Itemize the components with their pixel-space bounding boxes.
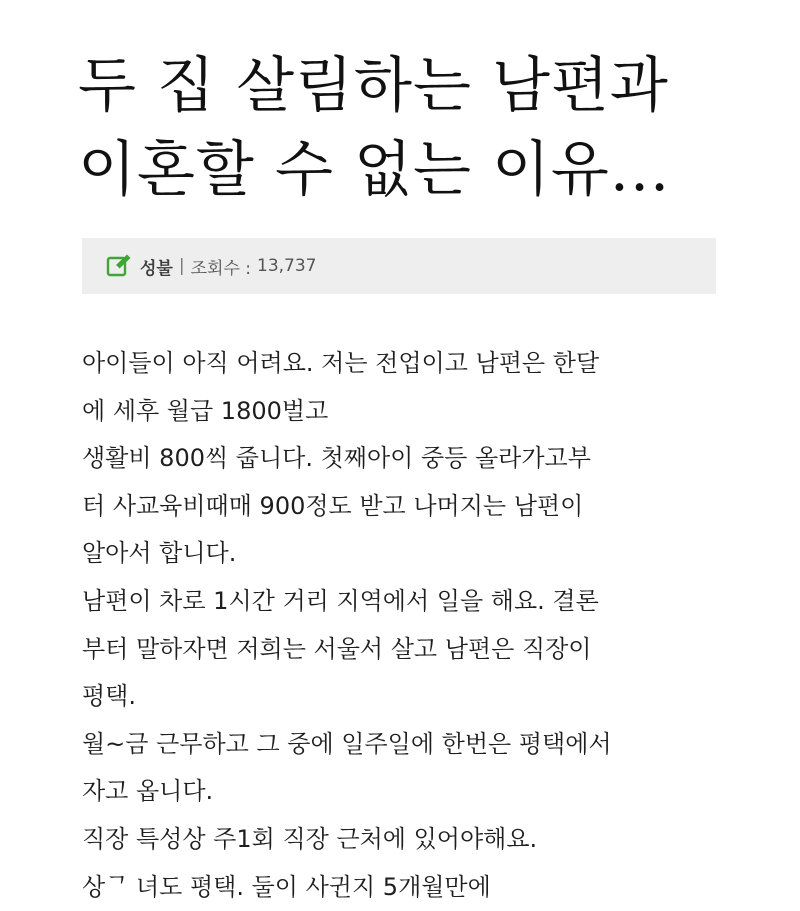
post-body-line: 터 사교육비때매 900정도 받고 나머지는 남편이 bbox=[82, 491, 584, 520]
post-author[interactable]: 성불 bbox=[140, 258, 173, 279]
post-title-line: 이혼할 수 없는 이유... bbox=[78, 135, 671, 205]
post-body-line: 아이들이 아직 어려요. 저는 전업이고 남편은 한달 bbox=[82, 349, 600, 377]
post-title bbox=[78, 44, 778, 212]
post-body-line: 평택. bbox=[82, 682, 136, 711]
post-body-line: 남편이 차로 1시간 거리 지역에서 일을 해요. 결론 bbox=[82, 586, 599, 615]
post-title-line: 두 집 살림하는 남편과 bbox=[78, 51, 669, 121]
edit-icon bbox=[106, 253, 132, 279]
post-body-line: 상ᄀ 녀도 평택. 둘이 사귄지 5개월만에 bbox=[82, 872, 491, 901]
post-body-line: 자고 옵니다. bbox=[82, 777, 214, 806]
post-meta-bar bbox=[82, 238, 716, 294]
post-body-line: 부터 말하자면 저희는 서울서 살고 남편은 직장이 bbox=[82, 634, 592, 663]
post-body-line: 직장 특성상 주1회 직장 근처에 있어야해요. bbox=[82, 824, 538, 853]
views-count: 13,737 bbox=[257, 256, 317, 276]
views-label: 조회수 : bbox=[190, 258, 251, 279]
post-body-line: 월~금 근무하고 그 중에 일주일에 한번은 평택에서 bbox=[82, 729, 612, 758]
post-body-line: 생활비 800씩 줍니다. 첫째아이 중등 올라가고부 bbox=[82, 444, 591, 473]
post-body-line: 에 세후 월급 1800벌고 bbox=[82, 396, 329, 425]
post-body-line: 알아서 합니다. bbox=[82, 539, 237, 568]
meta-separator: | bbox=[178, 256, 185, 276]
post-body bbox=[82, 340, 782, 911]
